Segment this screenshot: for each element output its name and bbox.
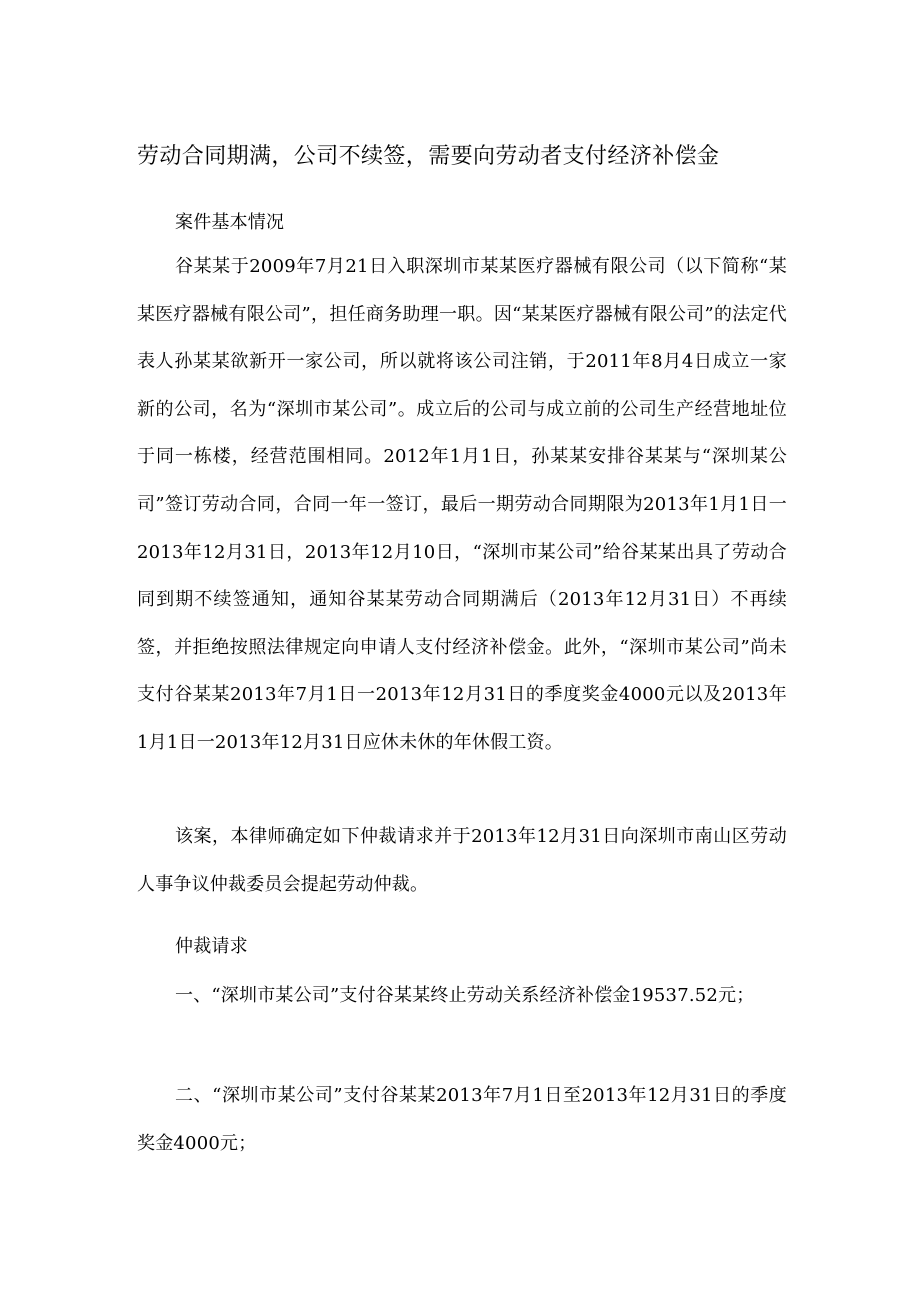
case-facts-paragraph: 谷某某于2009年7月21日入职深圳市某某医疗器械有限公司（以下简称“某某医疗器械有限公司”，担任商务助理一职。因“某某医疗器械有限公司”的法定代表人孙某某欲新开一家公司，所以就将该公司注销，于2011年8月4日成立一家新的公司，名为“深圳市某公司”。成立后的公司与成立前的公司生产经营地址位于同一栋楼，经营范围相同。2012年1月1日，孙某某安排谷某某与“深圳某公司”签订劳动合同，合同一年一签订，最后一期劳动合同期限为2013年1月1日一2013年12月31日，2013年12月10日，“深圳市某公司”给谷某某出具了劳动合同到期不续签通知，通知谷某某劳动合同期满后（2013年12月31日）不再续签，并拒绝按照法律规定向申请人支付经济补偿金。此外，“深圳市某公司”尚未支付谷某某2013年7月1日一2013年12月31日的季度奖金4000元以及2013年1月1日一2013年12月31日应休未休的年休假工资。: [137, 256, 787, 753]
claim-item-1: 一、“深圳市某公司”支付谷某某终止劳动关系经济补偿金19537.52元；: [175, 985, 755, 1006]
section-heading-arbitration-claims: 仲裁请求: [175, 936, 248, 957]
claim-item-2: 二、“深圳市某公司”支付谷某某2013年7月1日至2013年12月31日的季度奖金4000元；: [137, 1085, 787, 1154]
document-title: 劳动合同期满，公司不续签，需要向劳动者支付经济补偿金: [137, 144, 720, 169]
section-heading-case-basics: 案件基本情况: [175, 212, 285, 233]
arbitration-filing-paragraph: 该案，本律师确定如下仲裁请求并于2013年12月31日向深圳市南山区劳动人事争议仲裁委员会提起劳动仲裁。: [137, 826, 787, 895]
